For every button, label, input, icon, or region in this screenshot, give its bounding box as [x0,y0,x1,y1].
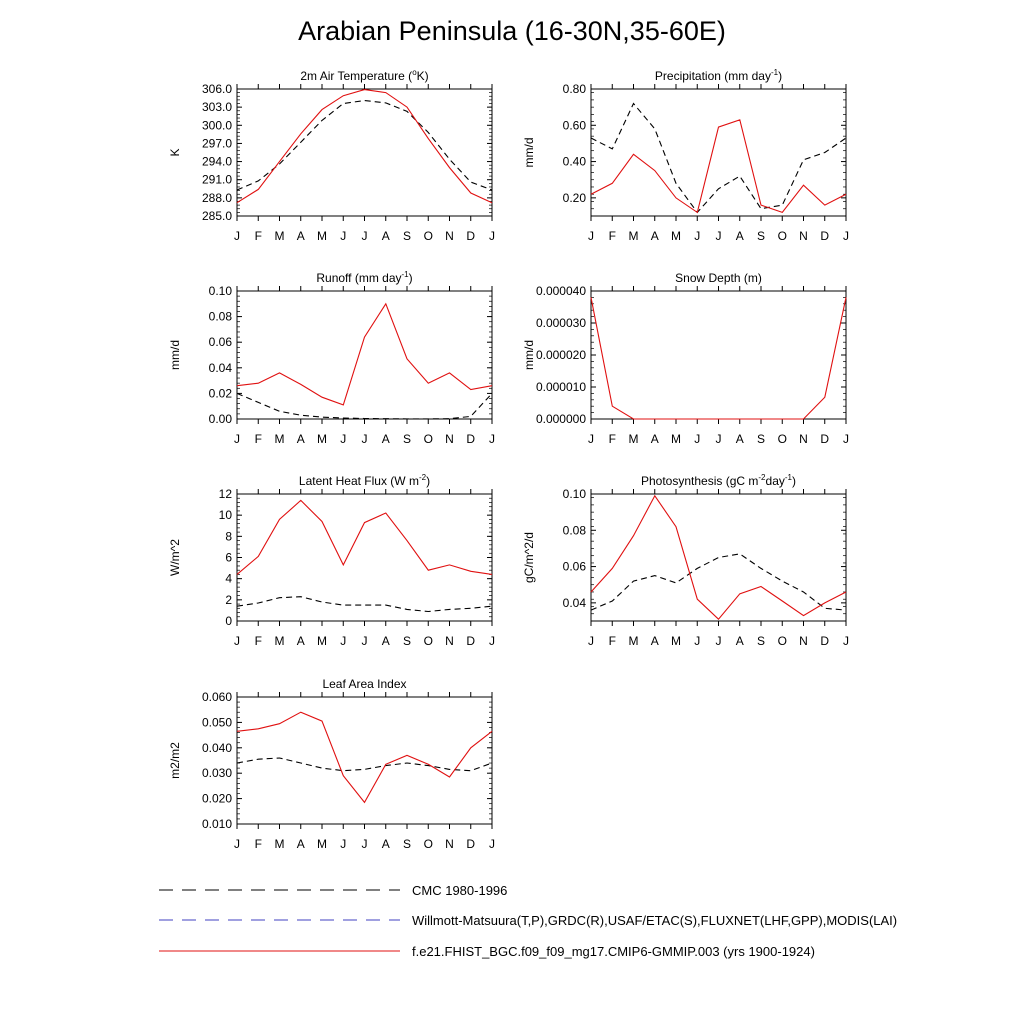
y-tick-label: 0.020 [201,791,232,806]
y-tick-label: 0.10 [208,284,232,298]
legend-label: Willmott-Matsuura(T,P),GRDC(R),USAF/ETAC(S),FLUXNET(LHF,GPP),MODIS(LAI) [412,913,898,928]
x-tick-label: A [381,229,390,243]
page-title: Arabian Peninsula (16-30N,35-60E) [298,16,726,46]
x-tick-label: J [843,432,849,446]
y-tick-label: 0.04 [562,595,586,610]
y-tick-label: 285.0 [201,209,232,223]
chart-panel-1 [522,68,849,243]
y-tick-label: 0.08 [562,523,586,538]
y-tick-label: 12 [218,487,232,501]
series-line-observed [237,597,492,612]
y-tick-label: 0.10 [562,487,586,501]
x-tick-label: J [340,432,347,446]
x-tick-label: J [340,634,347,648]
x-tick-label: D [466,837,476,851]
x-tick-label: S [402,634,412,648]
chart-panel-0 [168,68,495,243]
x-tick-label: M [628,432,639,446]
x-tick-label: N [445,837,454,851]
plot-frame [591,291,846,419]
chart-title: Precipitation (mm day$^{-1}$) [654,68,783,83]
y-tick-label: 288.0 [201,190,232,205]
y-tick-label: 0.08 [208,309,232,324]
x-tick-label: M [317,837,327,851]
x-tick-label: J [694,432,701,446]
y-axis-label: m2/m2 [168,742,182,779]
x-tick-label: J [234,432,240,446]
x-tick-label: J [489,837,495,851]
x-tick-label: S [756,634,766,648]
plot-frame [237,89,492,216]
x-tick-label: J [588,229,594,243]
y-tick-label: 0.02 [208,386,232,401]
x-tick-label: N [445,229,454,243]
y-tick-label: 0.00 [208,412,232,426]
legend-label: f.e21.FHIST_BGC.f09_f09_mg17.CMIP6-GMMIP.003 (yrs 1900-1924) [412,944,815,959]
x-tick-label: A [296,432,305,446]
y-axis-label: mm/d [522,340,536,370]
y-tick-label: 0.04 [208,360,232,375]
y-tick-label: 0.000040 [535,284,586,298]
x-tick-label: A [381,432,390,446]
chart-panel-5 [522,473,849,648]
legend-label: CMC 1980-1996 [412,883,508,898]
y-tick-label: 0.000000 [535,412,586,426]
x-tick-label: J [234,837,240,851]
x-tick-label: J [715,229,722,243]
x-tick-label: D [466,634,476,648]
x-tick-label: A [296,837,305,851]
y-tick-label: 0.060 [201,690,232,704]
series-line-observed [237,758,492,771]
y-axis-label: K [168,148,182,157]
plot-frame [237,494,492,621]
y-tick-label: 8 [225,529,232,544]
series-line-model [237,90,492,203]
chart-title: Latent Heat Flux (W $m^{-2}$) [298,473,431,488]
x-tick-label: O [423,634,433,648]
y-tick-label: 306.0 [201,82,232,96]
x-tick-label: S [402,432,412,446]
y-tick-label: 0.06 [208,335,232,350]
plot-frame [237,291,492,419]
x-tick-label: F [608,634,616,648]
x-tick-label: A [381,634,390,648]
x-tick-label: J [843,229,849,243]
y-tick-label: 0.80 [562,82,586,96]
chart-title: Photosynthesis (gC $m^{-2}day^{-1}$) [641,473,796,488]
chart-panel-6 [168,677,495,851]
x-tick-label: M [317,432,327,446]
x-tick-label: M [671,432,681,446]
x-tick-label: D [820,432,830,446]
chart-title: 2m Air Temperature ($^o$K) [300,68,429,83]
x-tick-label: F [254,837,262,851]
series-line-model [237,304,492,405]
x-tick-label: D [820,634,830,648]
x-tick-label: J [361,837,368,851]
y-tick-label: 0.010 [201,817,232,831]
x-tick-label: F [608,229,616,243]
y-axis-label: W/m^2 [168,539,182,576]
y-tick-label: 0.06 [562,559,586,574]
x-tick-label: O [777,229,787,243]
chart-title: Runoff (mm day$^{-1}$) [316,270,413,285]
x-tick-label: N [799,432,808,446]
y-tick-label: 300.0 [201,118,232,133]
x-tick-label: J [340,837,347,851]
series-line-observed [237,393,492,419]
x-tick-label: J [361,229,368,243]
plot-frame [591,89,846,216]
y-tick-label: 0.030 [201,766,232,781]
x-tick-label: J [588,432,594,446]
y-tick-label: 0.050 [201,715,232,730]
x-tick-label: M [317,634,327,648]
x-tick-label: O [777,432,787,446]
x-tick-label: M [671,229,681,243]
y-tick-label: 0.20 [562,190,586,205]
x-tick-label: M [274,837,285,851]
y-tick-label: 10 [218,508,232,523]
x-tick-label: S [756,432,766,446]
chart-panel-3 [522,271,849,446]
series-line-model [237,500,492,574]
x-tick-label: M [671,634,681,648]
x-tick-label: J [843,634,849,648]
x-tick-label: S [402,837,412,851]
y-axis-label: mm/d [168,340,182,370]
x-tick-label: A [735,432,744,446]
x-tick-label: J [694,634,701,648]
y-tick-label: 303.0 [201,100,232,115]
y-tick-label: 294.0 [201,154,232,169]
x-tick-label: D [820,229,830,243]
series-line-observed [591,554,846,610]
x-tick-label: A [296,634,305,648]
x-tick-label: M [628,229,639,243]
y-tick-label: 0.40 [562,154,586,169]
x-tick-label: A [650,229,659,243]
x-tick-label: N [799,634,808,648]
plot-frame [237,697,492,824]
x-tick-label: S [756,229,766,243]
x-tick-label: J [489,432,495,446]
x-tick-label: J [340,229,347,243]
x-tick-label: F [254,634,262,648]
x-tick-label: O [423,432,433,446]
x-tick-label: J [715,432,722,446]
y-tick-label: 6 [225,550,232,565]
x-tick-label: J [694,229,701,243]
plot-frame [591,494,846,621]
y-tick-label: 291.0 [201,172,232,187]
y-tick-label: 0.000030 [535,316,586,330]
y-tick-label: 0.000010 [535,380,586,394]
x-tick-label: J [588,634,594,648]
x-tick-label: J [361,634,368,648]
x-tick-label: N [445,432,454,446]
y-tick-label: 0.60 [562,118,586,133]
x-tick-label: A [650,634,659,648]
series-line-model [237,712,492,802]
x-tick-label: J [489,634,495,648]
x-tick-label: A [735,229,744,243]
x-tick-label: O [423,837,433,851]
series-line-model [591,297,846,419]
y-tick-label: 0.040 [201,740,232,755]
y-tick-label: 2 [225,592,232,607]
y-tick-label: 4 [225,571,232,586]
x-tick-label: J [715,634,722,648]
x-tick-label: A [296,229,305,243]
x-tick-label: M [274,432,285,446]
x-tick-label: F [254,432,262,446]
x-tick-label: J [489,229,495,243]
x-tick-label: M [317,229,327,243]
y-axis-label: gC/m^2/d [522,532,536,583]
x-tick-label: N [799,229,808,243]
x-tick-label: A [735,634,744,648]
x-tick-label: M [628,634,639,648]
series-line-model [591,496,846,619]
x-tick-label: M [274,229,285,243]
y-tick-label: 0.000020 [535,348,586,362]
chart-title: Leaf Area Index [322,677,407,691]
x-tick-label: J [361,432,368,446]
x-tick-label: F [608,432,616,446]
x-tick-label: A [650,432,659,446]
x-tick-label: J [234,229,240,243]
x-tick-label: A [381,837,390,851]
x-tick-label: D [466,229,476,243]
chart-panel-4 [168,473,495,648]
x-tick-label: D [466,432,476,446]
x-tick-label: N [445,634,454,648]
x-tick-label: S [402,229,412,243]
series-line-model [591,120,846,213]
chart-title: Snow Depth (m) [675,271,762,285]
x-tick-label: M [274,634,285,648]
x-tick-label: O [423,229,433,243]
x-tick-label: O [777,634,787,648]
y-axis-label: mm/d [522,137,536,168]
y-tick-label: 297.0 [201,136,232,151]
series-line-observed [237,101,492,191]
series-line-observed [591,104,846,213]
x-tick-label: J [234,634,240,648]
y-tick-label: 0 [225,614,232,628]
chart-panel-2 [168,270,495,446]
x-tick-label: F [254,229,262,243]
